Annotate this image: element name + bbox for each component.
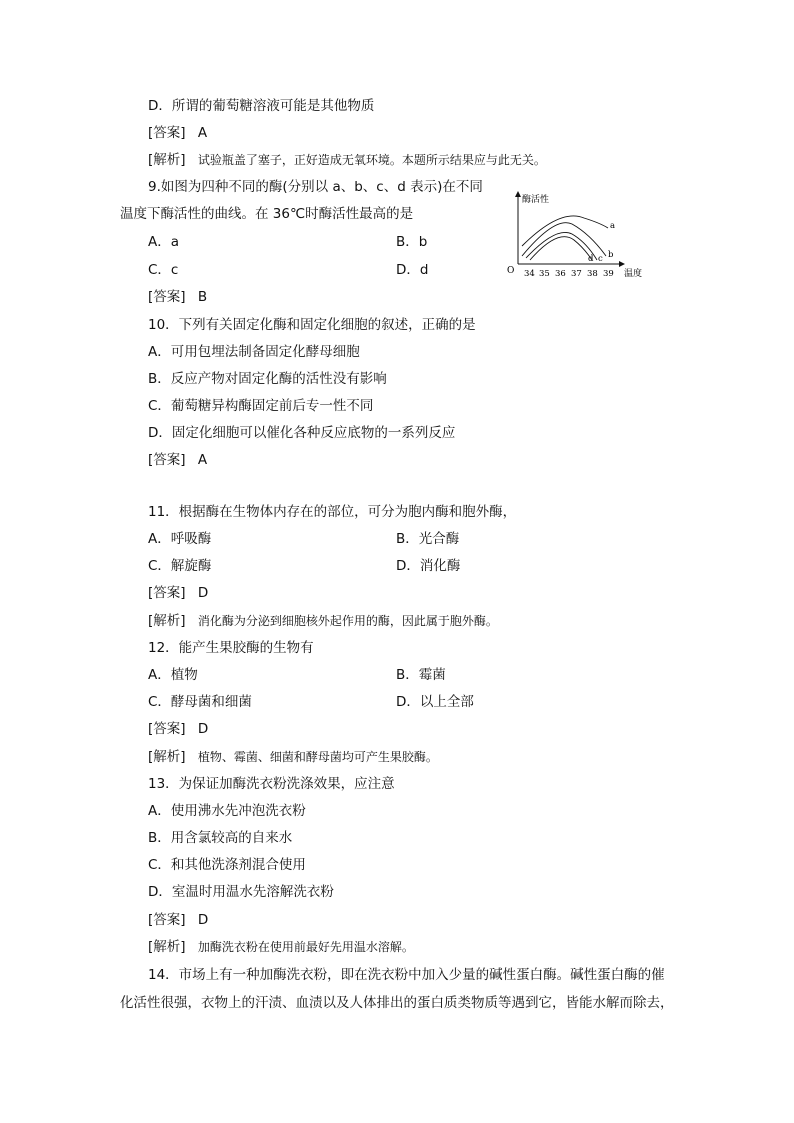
analysis-tag: [解析] (148, 749, 186, 765)
q9-stem-line-2: 温度下酶活性的曲线。在 36℃时酶活性最高的是 (120, 206, 414, 222)
answer-value: D (197, 912, 209, 928)
answer-tag: [答案] (148, 912, 186, 928)
origin-label: O (507, 266, 515, 276)
q8-answer-line (148, 124, 207, 142)
q11-answer-line (148, 584, 208, 602)
q12-options-row-1 (148, 666, 548, 684)
q12-option-a: A．植物 (148, 667, 198, 683)
answer-tag: [答案] (148, 289, 186, 305)
q10-option-c: C．葡萄糖异构酶固定前后专一性不同 (148, 398, 374, 414)
tick-39: 39 (603, 269, 614, 279)
q13-answer-line (148, 911, 208, 929)
q11-stem: 11．根据酶在生物体内存在的部位，可分为胞内酶和胞外酶， (148, 504, 517, 520)
q13-option-b: B．用含氯较高的自来水 (148, 830, 293, 846)
analysis-text: 植物、霉菌、细菌和酵母菌均可产生果胶酶。 (197, 750, 438, 764)
q12-options-row-2 (148, 693, 548, 711)
answer-tag: [答案] (148, 585, 186, 601)
analysis-tag: [解析] (148, 613, 186, 629)
q8-option-d: D．所谓的葡萄糖溶液可能是其他物质 (148, 98, 375, 114)
analysis-tag: [解析] (148, 939, 186, 955)
q14-stem-line-1: 14．市场上有一种加酶洗衣粉，即在洗衣粉中加入少量的碱性蛋白酶。碱性蛋白酶的催 (148, 967, 665, 983)
q10-option-b: B．反应产物对固定化酶的活性没有影响 (148, 371, 387, 387)
curve-d-label: d (588, 254, 594, 264)
q13-option-c: C．和其他洗涤剂混合使用 (148, 857, 306, 873)
x-axis-label: 温度 (624, 269, 643, 279)
tick-36: 36 (555, 269, 566, 279)
q10-answer-line (148, 451, 207, 469)
q11-option-c: C．解旋酶 (148, 558, 212, 574)
q12-analysis-line (148, 748, 438, 766)
curve-a-label: a (610, 221, 616, 231)
tick-34: 34 (524, 269, 535, 279)
q9-stem-line-1: 9.如图为四种不同的酶(分别以 a、b、c、d 表示)在不同 (148, 179, 483, 195)
curve-d (530, 237, 592, 260)
q11-option-a: A．呼吸酶 (148, 531, 212, 547)
q12-option-c: C．酵母菌和细菌 (148, 694, 252, 710)
q13-stem: 13．为保证加酶洗衣粉洗涤效果，应注意 (148, 776, 395, 792)
q10-option-a: A．可用包埋法制备固定化酵母细胞 (148, 344, 360, 360)
analysis-text: 消化酶为分泌到细胞核外起作用的酶，因此属于胞外酶。 (197, 614, 498, 628)
q11-analysis-line (148, 612, 498, 630)
answer-value: B (197, 289, 208, 305)
q9-options-row-2 (148, 261, 548, 279)
answer-value: A (197, 125, 208, 141)
curve-c-label: c (598, 254, 603, 264)
curve-b-label: b (608, 250, 614, 260)
q13-option-d: D．室温时用温水先溶解洗衣粉 (148, 884, 334, 900)
tick-35: 35 (539, 269, 550, 279)
q13-option-a: A．使用沸水先冲泡洗衣粉 (148, 803, 306, 819)
q11-option-d: D．消化酶 (396, 558, 461, 574)
answer-tag: [答案] (148, 125, 186, 141)
q9-answer-line (148, 288, 207, 306)
q10-stem: 10．下列有关固定化酶和固定化细胞的叙述，正确的是 (148, 317, 476, 333)
y-axis-label: 酶活性 (522, 195, 550, 205)
analysis-text: 试验瓶盖了塞子，正好造成无氧环境。本题所示结果应与此无关。 (197, 153, 546, 167)
q9-option-a: A．a (148, 234, 180, 250)
analysis-tag: [解析] (148, 152, 186, 168)
curve-b (522, 223, 606, 256)
q12-answer-line (148, 720, 208, 738)
q12-option-b: B．霉菌 (396, 667, 446, 683)
q9-option-d: D．d (396, 262, 429, 278)
q12-option-d: D．以上全部 (396, 694, 474, 710)
q9-option-c: C．c (148, 262, 179, 278)
answer-value: D (197, 585, 209, 601)
q11-options-row-1 (148, 530, 548, 548)
answer-tag: [答案] (148, 721, 186, 737)
q11-option-b: B．光合酶 (396, 531, 460, 547)
q12-stem: 12．能产生果胶酶的生物有 (148, 640, 314, 656)
q13-analysis-line (148, 938, 414, 956)
answer-value: A (197, 452, 208, 468)
q8-analysis-line (148, 151, 546, 169)
q9-options-row-1 (148, 233, 548, 251)
q9-option-b: B．b (396, 234, 428, 250)
q11-options-row-2 (148, 557, 548, 575)
answer-value: D (197, 721, 209, 737)
tick-37: 37 (571, 269, 582, 279)
answer-tag: [答案] (148, 452, 186, 468)
analysis-text: 加酶洗衣粉在使用前最好先用温水溶解。 (197, 940, 414, 954)
tick-38: 38 (587, 269, 598, 279)
q14-stem-line-2: 化活性很强，衣物上的汗渍、血渍以及人体排出的蛋白质类物质等遇到它，皆能水解而除去， (120, 995, 674, 1011)
enzyme-activity-figure (500, 188, 660, 283)
q10-option-d: D．固定化细胞可以催化各种反应底物的一系列反应 (148, 425, 456, 441)
